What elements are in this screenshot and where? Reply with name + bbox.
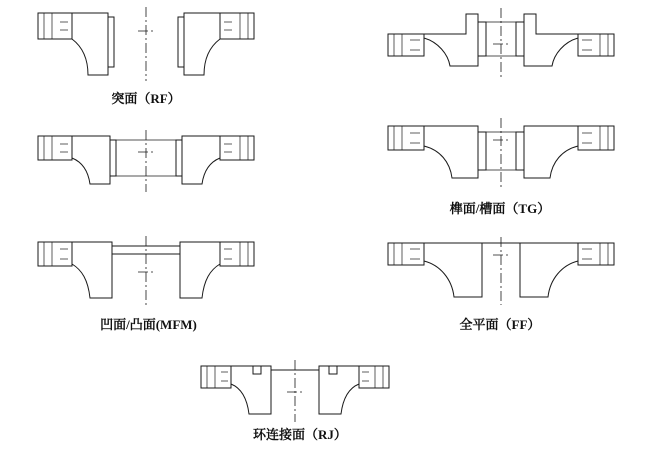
figure-mfm (30, 232, 262, 310)
caption-ff: 全平面（FF） (459, 317, 541, 332)
caption-tg: 榫面/槽面（TG） (449, 201, 551, 216)
figure-rf (30, 5, 262, 85)
figure-tg (382, 112, 620, 192)
figure-rj (195, 352, 395, 424)
caption-rj: 环连接面（RJ） (253, 427, 347, 442)
caption-rf: 突面（RF） (111, 91, 181, 106)
caption-mfm: 凹面/凸面(MFM) (100, 317, 197, 332)
figure-tg-top (382, 8, 620, 80)
figure-mfm-top (30, 122, 262, 196)
figure-ff (382, 235, 620, 307)
